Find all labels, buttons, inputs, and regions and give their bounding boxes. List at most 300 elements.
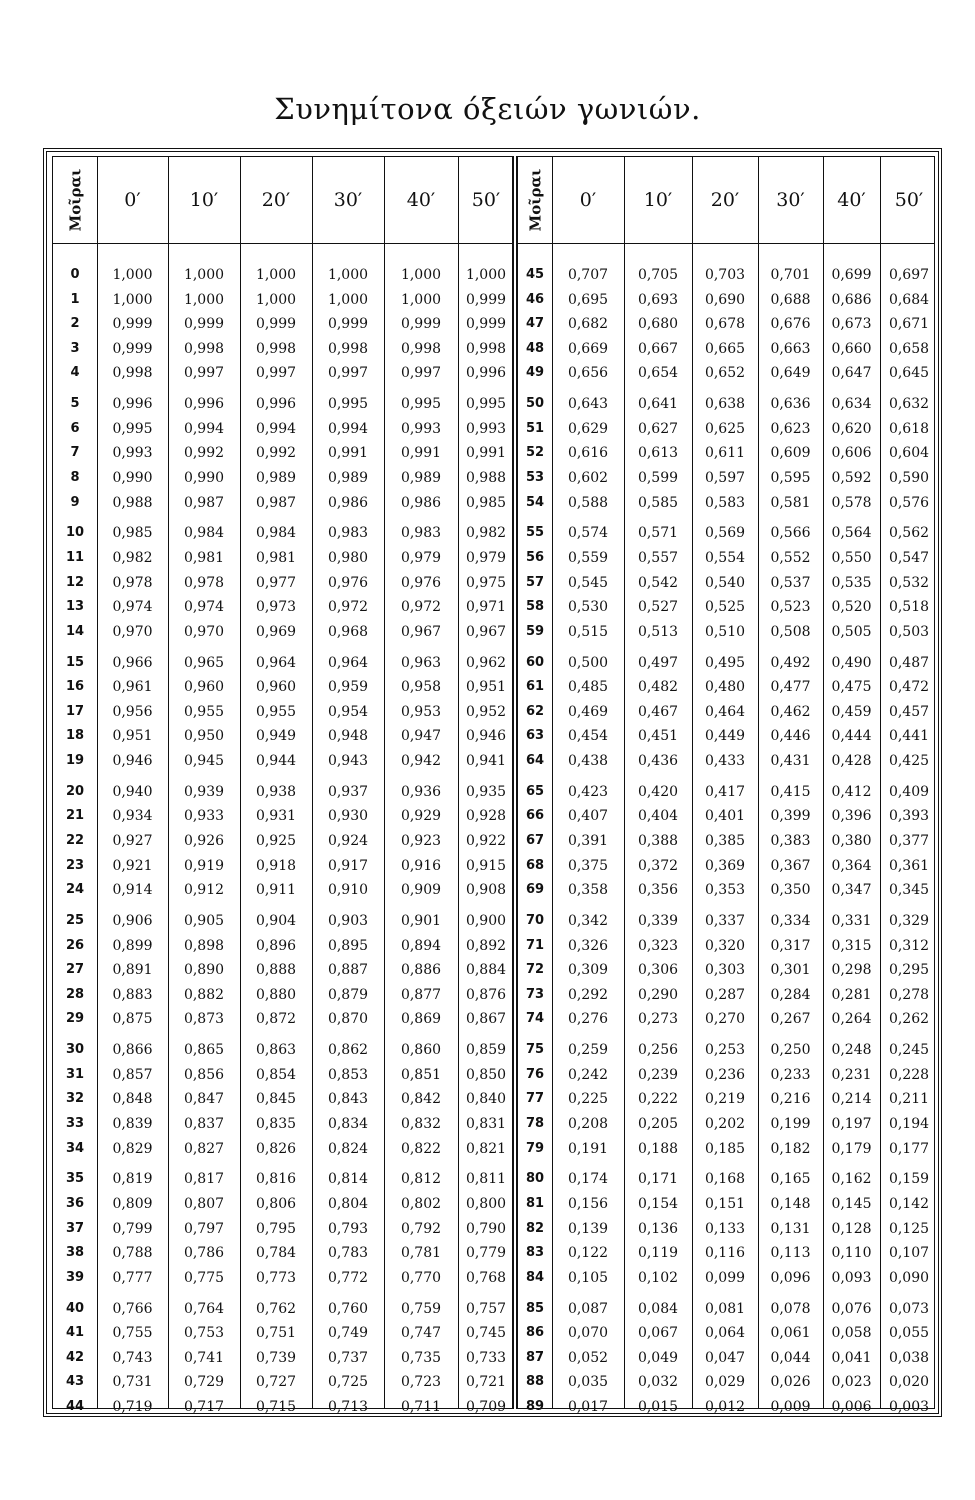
cosine-value-cell: 0,989	[255, 470, 297, 486]
table-row	[53, 595, 512, 619]
cosine-value-cell: 0,649	[770, 365, 811, 382]
table-row	[53, 1087, 512, 1111]
cosine-value-cell: 0,540	[704, 574, 746, 591]
right-table	[517, 156, 935, 1415]
cosine-value-cell: 0,936	[400, 783, 442, 800]
cosine-value-cell: 0,623	[770, 420, 811, 437]
degree-cell: 46	[525, 291, 545, 307]
cosine-value-cell: 0,309	[567, 962, 609, 979]
cosine-value-cell: 0,997	[183, 365, 225, 382]
cosine-value-cell: 0,231	[831, 1066, 872, 1083]
table-row	[53, 1167, 512, 1191]
cosine-value-cell: 0,944	[255, 753, 297, 769]
degree-cell: 79	[525, 1140, 545, 1156]
cosine-value-cell: 0,032	[637, 1374, 679, 1391]
cosine-value-cell: 0,839	[112, 1116, 153, 1132]
cosine-value-cell: 0,784	[255, 1245, 297, 1262]
cosine-value-cell: 0,492	[770, 654, 811, 671]
degree-cell: 20	[65, 783, 85, 799]
cosine-value-cell: 0,647	[831, 365, 872, 382]
cosine-value-cell: 0,233	[770, 1066, 811, 1083]
cosine-value-cell: 0,982	[465, 525, 507, 542]
cosine-value-cell: 0,972	[327, 599, 369, 616]
cosine-value-cell: 0,168	[704, 1171, 746, 1188]
cosine-value-cell: 0,219	[704, 1091, 746, 1108]
cosine-value-cell: 0,753	[183, 1325, 225, 1342]
cosine-value-cell: 0,433	[704, 753, 746, 769]
cosine-value-cell: 0,781	[400, 1245, 442, 1262]
cosine-value-cell: 0,242	[567, 1066, 609, 1083]
cosine-value-cell: 0,814	[327, 1171, 369, 1188]
degree-cell: 51	[525, 420, 545, 436]
cosine-value-cell: 0,994	[327, 420, 369, 437]
cosine-value-cell: 0,495	[704, 654, 746, 671]
cosine-value-cell: 0,711	[400, 1399, 442, 1415]
table-row	[53, 1241, 512, 1265]
cosine-value-cell: 0,047	[704, 1349, 746, 1366]
cosine-value-cell: 0,872	[255, 1011, 297, 1028]
cosine-value-cell: 0,998	[465, 340, 507, 357]
cosine-value-cell: 0,938	[255, 783, 297, 800]
cosine-value-cell: 0,462	[770, 703, 811, 720]
degree-cell: 10	[65, 525, 85, 541]
table-row	[518, 780, 934, 804]
degree-cell: 67	[525, 833, 545, 848]
cosine-value-cell: 0,970	[183, 623, 225, 640]
cosine-value-cell: 0,940	[112, 783, 153, 800]
cosine-value-cell: 0,467	[637, 703, 679, 720]
degree-column-header	[53, 157, 97, 243]
cosine-value-cell: 0,766	[112, 1300, 153, 1317]
cosine-value-cell: 0,927	[112, 833, 153, 849]
cosine-value-cell: 0,727	[255, 1374, 297, 1391]
cosine-value-cell: 0,875	[112, 1011, 153, 1028]
cosine-value-cell: 0,822	[400, 1140, 442, 1157]
table-row	[53, 466, 512, 490]
cosine-value-cell: 0,870	[327, 1011, 369, 1028]
table-row	[518, 441, 934, 465]
degree-cell: 53	[525, 470, 545, 485]
degree-cell: 87	[525, 1349, 545, 1365]
cosine-value-cell: 0,915	[465, 857, 507, 874]
table-row	[518, 1217, 934, 1241]
cosine-value-cell: 0,994	[255, 420, 297, 437]
cosine-value-cell: 0,142	[888, 1196, 930, 1212]
cosine-value-cell: 0,951	[465, 679, 507, 696]
cosine-value-cell: 0,159	[888, 1171, 930, 1188]
table-row	[53, 854, 512, 878]
cosine-value-cell: 0,731	[112, 1374, 153, 1391]
cosine-value-cell: 0,250	[770, 1042, 811, 1059]
degree-cell: 58	[525, 599, 545, 615]
cosine-value-cell: 0,477	[770, 679, 811, 696]
cosine-value-cell: 0,804	[327, 1196, 369, 1212]
table-row	[518, 1063, 934, 1087]
table-row	[518, 491, 934, 515]
degree-cell: 28	[65, 986, 85, 1002]
cosine-value-cell: 0,993	[112, 445, 153, 462]
degree-cell: 25	[65, 913, 85, 928]
cosine-value-cell: 0,843	[327, 1091, 369, 1108]
degree-cell: 81	[525, 1196, 545, 1211]
cosine-value-cell: 0,991	[327, 445, 369, 462]
cosine-value-cell: 0,545	[567, 574, 609, 591]
cosine-value-cell: 0,817	[183, 1171, 225, 1188]
cosine-value-cell: 0,595	[770, 470, 811, 486]
cosine-value-cell: 0,571	[637, 525, 679, 542]
degree-cell: 80	[525, 1171, 545, 1187]
cosine-value-cell: 0,399	[770, 808, 811, 825]
degree-cell: 6	[70, 420, 80, 436]
degree-cell: 13	[65, 599, 85, 615]
cosine-value-cell: 0,096	[770, 1269, 811, 1286]
cosine-value-cell: 0,393	[888, 808, 930, 825]
cosine-value-cell: 0,723	[400, 1374, 442, 1391]
cosine-value-cell: 0,925	[255, 833, 297, 849]
cosine-value-cell: 0,705	[637, 267, 679, 283]
cosine-value-cell: 0,895	[327, 937, 369, 954]
cosine-value-cell: 0,931	[255, 808, 297, 825]
cosine-value-cell: 0,999	[400, 316, 442, 333]
cosine-value-cell: 0,898	[183, 937, 225, 954]
degree-header-label: Μοῖραι	[526, 168, 544, 232]
cosine-value-cell: 0,997	[327, 365, 369, 382]
cosine-value-cell: 0,404	[637, 808, 679, 825]
cosine-value-cell: 0,391	[567, 833, 609, 849]
degree-cell: 19	[65, 753, 85, 768]
cosine-value-cell: 0,278	[888, 986, 930, 1003]
cosine-value-cell: 0,228	[888, 1066, 930, 1083]
degree-cell: 60	[525, 654, 545, 670]
cosine-value-cell: 0,860	[400, 1042, 442, 1059]
cosine-value-cell: 0,842	[400, 1091, 442, 1108]
cosine-value-cell: 0,709	[465, 1399, 507, 1415]
cosine-value-cell: 0,995	[327, 396, 369, 413]
cosine-value-cell: 0,743	[112, 1349, 153, 1366]
cosine-value-cell: 0,816	[255, 1171, 297, 1188]
cosine-value-cell: 0,326	[567, 937, 609, 954]
degree-cell: 5	[70, 396, 80, 412]
cosine-value-cell: 0,073	[888, 1300, 930, 1317]
cosine-value-cell: 0,968	[327, 623, 369, 640]
cosine-value-cell: 0,715	[255, 1399, 297, 1415]
cosine-value-cell: 0,983	[400, 525, 442, 542]
degree-cell: 59	[525, 623, 545, 639]
cosine-value-cell: 0,663	[770, 340, 811, 357]
cosine-value-cell: 0,287	[704, 986, 746, 1003]
cosine-value-cell: 0,654	[637, 365, 679, 382]
cosine-value-cell: 0,566	[770, 525, 811, 542]
cosine-value-cell: 0,883	[112, 986, 153, 1003]
cosine-value-cell: 0,919	[183, 857, 225, 874]
cosine-value-cell: 0,061	[770, 1325, 811, 1342]
cosine-value-cell: 0,136	[637, 1220, 679, 1237]
degree-cell: 70	[525, 913, 545, 928]
cosine-value-cell: 0,559	[567, 550, 609, 566]
table-header	[53, 157, 512, 244]
table-row	[53, 1297, 512, 1321]
cosine-value-cell: 0,320	[704, 937, 746, 954]
cosine-value-cell: 0,273	[637, 1011, 679, 1028]
cosine-value-cell: 0,717	[183, 1399, 225, 1415]
cosine-value-cell: 0,853	[327, 1066, 369, 1083]
cosine-value-cell: 0,741	[183, 1349, 225, 1366]
cosine-value-cell: 0,222	[637, 1091, 679, 1108]
table-row	[53, 620, 512, 644]
degree-cell: 18	[65, 728, 85, 744]
table-row	[518, 958, 934, 982]
cosine-value-cell: 0,035	[567, 1374, 609, 1391]
degree-cell: 44	[65, 1399, 85, 1414]
cosine-value-cell: 0,485	[567, 679, 609, 696]
cosine-value-cell: 0,090	[888, 1269, 930, 1286]
table-row	[518, 361, 934, 385]
cosine-value-cell: 0,999	[112, 316, 153, 333]
cosine-value-cell: 0,991	[465, 445, 507, 462]
cosine-value-cell: 0,133	[704, 1220, 746, 1237]
cosine-value-cell: 0,078	[770, 1300, 811, 1317]
table-row	[518, 854, 934, 878]
cosine-value-cell: 0,997	[255, 365, 297, 382]
cosine-value-cell: 0,636	[770, 396, 811, 413]
cosine-value-cell: 0,862	[327, 1042, 369, 1059]
cosine-value-cell: 0,759	[400, 1300, 442, 1317]
degree-column-header	[518, 157, 552, 243]
table-row	[518, 749, 934, 773]
cosine-value-cell: 0,735	[400, 1349, 442, 1366]
minute-header: 10′	[189, 189, 219, 211]
cosine-value-cell: 0,239	[637, 1066, 679, 1083]
table-row	[53, 1038, 512, 1062]
cosine-value-cell: 0,669	[567, 340, 609, 357]
minute-header: 40′	[837, 189, 866, 211]
degree-cell: 77	[525, 1091, 545, 1107]
degree-cell: 30	[65, 1042, 85, 1058]
cosine-value-cell: 0,762	[255, 1300, 297, 1317]
cosine-value-cell: 0,779	[465, 1245, 507, 1262]
degree-cell: 73	[525, 986, 545, 1002]
cosine-value-cell: 0,964	[255, 654, 297, 671]
cosine-value-cell: 0,770	[400, 1269, 442, 1286]
cosine-value-cell: 0,811	[465, 1171, 507, 1188]
cosine-value-cell: 0,976	[327, 574, 369, 591]
cosine-value-cell: 0,583	[704, 494, 746, 511]
cosine-value-cell: 0,165	[770, 1171, 811, 1188]
cosine-value-cell: 0,550	[831, 550, 872, 566]
cosine-value-cell: 0,191	[567, 1140, 609, 1157]
cosine-value-cell: 0,866	[112, 1042, 153, 1059]
cosine-value-cell: 0,041	[831, 1349, 872, 1366]
cosine-value-cell: 0,658	[888, 340, 930, 357]
degree-cell: 45	[525, 267, 545, 282]
minute-header: 0′	[579, 189, 597, 211]
cosine-value-cell: 0,904	[255, 913, 297, 929]
cosine-value-cell: 0,929	[400, 808, 442, 825]
table-row	[53, 1217, 512, 1241]
cosine-value-cell: 0,993	[465, 420, 507, 437]
cosine-value-cell: 0,067	[637, 1325, 679, 1342]
cosine-value-cell: 0,148	[770, 1196, 811, 1212]
cosine-value-cell: 0,420	[637, 783, 679, 800]
cosine-value-cell: 0,903	[327, 913, 369, 929]
cosine-value-cell: 0,682	[567, 316, 609, 333]
cosine-value-cell: 0,093	[831, 1269, 872, 1286]
cosine-value-cell: 0,618	[888, 420, 930, 437]
cosine-value-cell: 0,764	[183, 1300, 225, 1317]
degree-cell: 68	[525, 857, 545, 873]
cosine-value-cell: 0,917	[327, 857, 369, 874]
degree-cell: 38	[65, 1245, 85, 1261]
cosine-value-cell: 0,105	[567, 1269, 609, 1286]
degree-cell: 14	[65, 623, 85, 639]
degree-cell: 11	[65, 550, 85, 565]
cosine-value-cell: 0,634	[831, 396, 872, 413]
cosine-value-cell: 0,819	[112, 1171, 153, 1188]
cosine-value-cell: 0,441	[888, 728, 930, 745]
degree-cell: 57	[525, 574, 545, 590]
table-row	[518, 724, 934, 748]
cosine-value-cell: 0,369	[704, 857, 746, 874]
cosine-value-cell: 0,052	[567, 1349, 609, 1366]
cosine-value-cell: 0,900	[465, 913, 507, 929]
cosine-value-cell: 0,966	[112, 654, 153, 671]
cosine-value-cell: 0,887	[327, 962, 369, 979]
cosine-value-cell: 0,901	[400, 913, 442, 929]
table-row	[53, 1063, 512, 1087]
cosine-value-cell: 0,211	[888, 1091, 930, 1108]
cosine-value-cell: 1,000	[255, 267, 297, 283]
cosine-value-cell: 0,896	[255, 937, 297, 954]
cosine-value-cell: 0,701	[770, 267, 811, 283]
cosine-value-cell: 0,625	[704, 420, 746, 437]
cosine-value-cell: 0,974	[183, 599, 225, 616]
table-row	[53, 878, 512, 902]
cosine-value-cell: 0,837	[183, 1116, 225, 1132]
cosine-value-cell: 0,298	[831, 962, 872, 979]
cosine-value-cell: 0,156	[567, 1196, 609, 1212]
cosine-value-cell: 0,747	[400, 1325, 442, 1342]
cosine-value-cell: 0,795	[255, 1220, 297, 1237]
table-row	[518, 1395, 934, 1419]
cosine-value-cell: 0,686	[831, 291, 872, 308]
table-row	[53, 780, 512, 804]
cosine-value-cell: 0,407	[567, 808, 609, 825]
table-row	[53, 521, 512, 545]
cosine-value-cell: 0,845	[255, 1091, 297, 1108]
cosine-value-cell: 0,847	[183, 1091, 225, 1108]
degree-cell: 36	[65, 1196, 85, 1211]
cosine-value-cell: 0,739	[255, 1349, 297, 1366]
cosine-value-cell: 0,954	[327, 703, 369, 720]
cosine-value-cell: 0,832	[400, 1116, 442, 1132]
cosine-value-cell: 1,000	[255, 291, 297, 308]
table-row	[53, 337, 512, 361]
cosine-value-cell: 0,773	[255, 1269, 297, 1286]
cosine-value-cell: 0,364	[831, 857, 872, 874]
cosine-value-cell: 0,979	[465, 550, 507, 566]
cosine-value-cell: 1,000	[465, 267, 507, 283]
cosine-value-cell: 0,436	[637, 753, 679, 769]
cosine-value-cell: 0,914	[112, 882, 153, 899]
cosine-value-cell: 0,949	[255, 728, 297, 745]
cosine-value-cell: 0,613	[637, 445, 679, 462]
cosine-value-cell: 0,956	[112, 703, 153, 720]
cosine-value-cell: 0,446	[770, 728, 811, 745]
cosine-value-cell: 0,851	[400, 1066, 442, 1083]
cosine-value-cell: 0,182	[770, 1140, 811, 1157]
degree-cell: 50	[525, 396, 545, 412]
cosine-value-cell: 0,602	[567, 470, 609, 486]
table-row	[518, 1137, 934, 1161]
cosine-value-cell: 0,834	[327, 1116, 369, 1132]
cosine-value-cell: 0,641	[637, 396, 679, 413]
degree-cell: 61	[525, 679, 545, 695]
cosine-value-cell: 0,480	[704, 679, 746, 696]
degree-cell: 17	[65, 703, 85, 719]
cosine-value-cell: 0,990	[183, 470, 225, 486]
cosine-value-cell: 0,976	[400, 574, 442, 591]
cosine-value-cell: 0,807	[183, 1196, 225, 1212]
table-row	[518, 1038, 934, 1062]
table-row	[53, 1346, 512, 1370]
table-row	[518, 571, 934, 595]
degree-cell: 85	[525, 1300, 545, 1316]
cosine-value-cell: 1,000	[112, 291, 153, 308]
cosine-value-cell: 0,656	[567, 365, 609, 382]
cosine-value-cell: 0,537	[770, 574, 811, 591]
cosine-value-cell: 0,264	[831, 1011, 872, 1028]
cosine-value-cell: 0,965	[183, 654, 225, 671]
cosine-value-cell: 0,926	[183, 833, 225, 849]
cosine-value-cell: 0,665	[704, 340, 746, 357]
table-row	[53, 1321, 512, 1345]
table-row	[53, 1370, 512, 1394]
cosine-value-cell: 0,225	[567, 1091, 609, 1108]
cosine-value-cell: 0,620	[831, 420, 872, 437]
cosine-value-cell: 0,998	[183, 340, 225, 357]
degree-cell: 52	[525, 445, 545, 461]
table-row	[518, 392, 934, 416]
cosine-value-cell: 0,131	[770, 1220, 811, 1237]
cosine-value-cell: 0,953	[400, 703, 442, 720]
cosine-value-cell: 0,777	[112, 1269, 153, 1286]
cosine-value-cell: 0,020	[888, 1374, 930, 1391]
cosine-value-cell: 0,935	[465, 783, 507, 800]
cosine-value-cell: 0,552	[770, 550, 811, 566]
cosine-value-cell: 0,472	[888, 679, 930, 696]
degree-cell: 34	[65, 1140, 85, 1156]
cosine-value-cell: 0,290	[637, 986, 679, 1003]
cosine-value-cell: 0,029	[704, 1374, 746, 1391]
cosine-value-cell: 0,459	[831, 703, 872, 720]
cosine-value-cell: 1,000	[183, 267, 225, 283]
cosine-value-cell: 0,606	[831, 445, 872, 462]
cosine-value-cell: 0,690	[704, 291, 746, 308]
cosine-value-cell: 0,049	[637, 1349, 679, 1366]
table-row	[53, 441, 512, 465]
cosine-value-cell: 1,000	[183, 291, 225, 308]
cosine-value-cell: 0,303	[704, 962, 746, 979]
cosine-value-cell: 0,337	[704, 913, 746, 929]
degree-cell: 47	[525, 316, 545, 332]
degree-cell: 31	[65, 1066, 85, 1082]
degree-cell: 16	[65, 679, 85, 695]
cosine-value-cell: 0,996	[255, 396, 297, 413]
cosine-value-cell: 0,676	[770, 316, 811, 333]
table-row	[518, 595, 934, 619]
table-row	[53, 1395, 512, 1419]
table-row	[53, 312, 512, 336]
